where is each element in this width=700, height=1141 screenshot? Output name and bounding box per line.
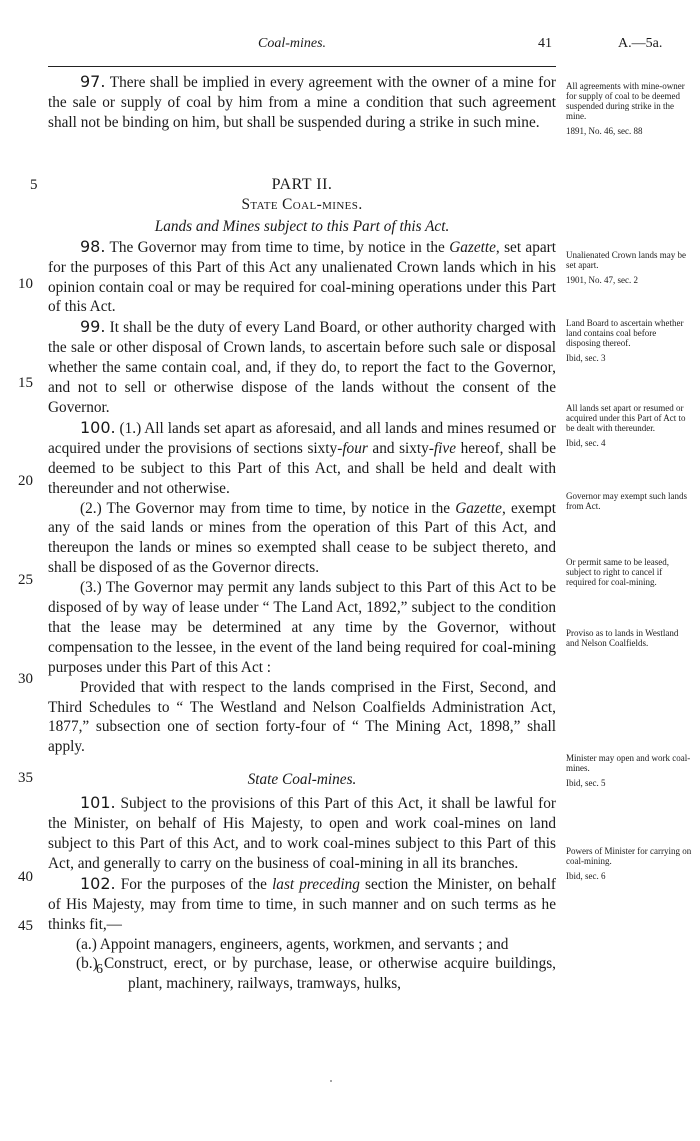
margin-note-100-proviso	[566, 628, 692, 648]
part-subtitle: State Coal-mines.	[241, 195, 363, 213]
margin-note-ref: 1901, No. 47, sec. 2	[566, 275, 638, 285]
margin-note-98	[566, 250, 692, 285]
margin-note-text: All lands set apart or resumed or acquired under this Part of Act to be dealt with thereunder.	[566, 403, 686, 433]
margin-note-97	[566, 81, 692, 136]
margin-note-100-2	[566, 491, 692, 511]
line-number: 20	[18, 473, 33, 489]
part-title: PART II.	[271, 176, 333, 193]
section-number: 99.	[80, 317, 106, 337]
margin-note-text: Proviso as to lands in Westland and Nelson Coalfields.	[566, 628, 679, 648]
italic-phrase: last preceding	[272, 875, 360, 893]
line-number: 5	[30, 177, 38, 193]
item-label: (b.)	[76, 955, 98, 973]
section-98	[48, 237, 556, 318]
section-text: , set apart for the purposes of this Part of this Act any unalienated Crown lands which in his opinion contain coal or may be required for coal-mining operations under this Part of this Act.	[48, 238, 557, 316]
running-head-title: Coal-mines.	[258, 36, 327, 51]
gazette-italic: Gazette	[455, 499, 502, 517]
line-number: 45	[18, 918, 33, 934]
heading-state-coal-mines: State Coal-mines.	[247, 771, 357, 789]
section-100-1	[48, 418, 556, 499]
italic-word: five	[433, 439, 457, 457]
line-number: 10	[18, 276, 33, 292]
italic-word: four	[342, 439, 368, 457]
section-text: It shall be the duty of every Land Board, or other authority charged with the sale or other disposal of Crown lands, to ascertain before such sale or disposal whether the same contain coal, and, if they do, to report the fact to the Governor, and not to sell or otherwise dispose of the lands without the consent of the Governor.	[48, 319, 556, 416]
section-text: Subject to the provisions of this Part of this Act, it shall be lawful for the Minister, on behalf of His Majesty, to open and work coal-mines on land subject to this Part of this Act, and to work coal-mines subject to this Part of this Act, and generally to carry on the business of coal-mining in all its branches.	[48, 795, 557, 872]
header-rule	[48, 66, 556, 67]
margin-note-100-1	[566, 403, 692, 448]
margin-note-ref: Ibid, sec. 6	[566, 871, 606, 881]
section-text: There shall be implied in every agreement with the owner of a mine for the sale or supply of coal by him from a mine a condition that such agreement shall not be binding on him, but shall be suspended during a strike in such mine.	[48, 74, 556, 131]
section-99	[48, 317, 556, 418]
section-100-proviso: Provided that with respect to the lands comprised in the First, Second, and Third Schedules to “ The Westland and Nelson Coalfields Administration Act, 1877,” subsection one of section forty-four of “ The Mining Act, 1898,” shall apply.	[48, 678, 556, 756]
section-102	[48, 874, 556, 935]
part-heading: Lands and Mines subject to this Part of this Act.	[154, 217, 450, 235]
line-number: 35	[18, 770, 33, 786]
line-number: 25	[18, 572, 33, 588]
section-text: hereof, shall be deemed to be subject to this Part of this Act, and shall be held and dealt with thereunder and not otherwise.	[48, 439, 556, 497]
section-97	[48, 72, 556, 133]
margin-note-ref: Ibid, sec. 4	[566, 438, 606, 448]
section-text: and sixty-	[367, 439, 434, 457]
section-102-item-b	[48, 954, 556, 994]
margin-note-text: Powers of Minister for carrying on coal-mining.	[566, 846, 692, 866]
margin-note-ref: 1891, No. 46, sec. 88	[566, 126, 643, 136]
gazette-italic: Gazette	[449, 238, 496, 256]
section-text: (2.) The Governor may from time to time, by notice in the	[80, 499, 456, 517]
section-number: 97.	[80, 72, 106, 91]
section-100-2	[48, 499, 556, 579]
document-reference: A.—5a.	[618, 36, 663, 51]
section-102-item-a	[48, 935, 556, 955]
signature-mark: 6	[96, 962, 103, 977]
print-speck	[330, 1080, 332, 1082]
section-97-block	[48, 72, 556, 133]
line-number: 30	[18, 671, 33, 687]
margin-note-ref: Ibid, sec. 5	[566, 778, 606, 788]
margin-note-text: Governor may exempt such lands from Act.	[566, 491, 687, 511]
part-two-block	[48, 175, 556, 994]
margin-note-text: Unalienated Crown lands may be set apart.	[566, 250, 686, 270]
margin-note-text: All agreements with mine-owner for supply of coal to be deemed suspended during strike in the mine.	[566, 81, 685, 121]
section-number: 102.	[80, 873, 116, 893]
margin-note-99	[566, 318, 692, 363]
item-label: (a.)	[76, 935, 97, 953]
line-number: 40	[18, 869, 33, 885]
section-number: 100.	[80, 417, 116, 437]
margin-note-text: Minister may open and work coal-mines.	[566, 753, 691, 773]
margin-note-text: Land Board to ascertain whether land contains coal before disposing thereof.	[566, 318, 684, 348]
section-number: 101.	[80, 793, 116, 813]
section-101	[48, 793, 556, 874]
section-text: (1.) All lands set apart as aforesaid, and all lands and mines resumed or acquired under the provisions of sections sixty-	[48, 419, 556, 457]
section-number: 98.	[80, 236, 106, 256]
section-text: , exempt any of the said lands or mines from the operation of this Part of this Act, and thereupon the lands or mines so exempted shall cease to be subject thereto, and shall be disposed of as the Governor directs.	[48, 499, 556, 577]
section-text: section the Minister, on behalf of His Majesty, may from time to time, in such manner and on such terms as he thinks fit,—	[48, 875, 557, 933]
section-100-3: (3.) The Governor may permit any lands subject to this Part of this Act to be disposed of by way of lease under “ The Land Act, 1892,” subject to the condition that the lease may be determined at any time by the Governor, without compensation to the lessee, in the event of the land being required for coal-mining purposes under this Part of this Act :	[48, 579, 556, 676]
page-number: 41	[538, 36, 552, 51]
item-text: Construct, erect, or by purchase, lease, or otherwise acquire buildings, plant, machinery, railways, tramways, hulks,	[103, 955, 557, 993]
margin-note-100-3	[566, 557, 692, 587]
margin-note-text: Or permit same to be leased, subject to right to cancel if required for coal-mining.	[566, 557, 669, 587]
item-text: Appoint managers, engineers, agents, workmen, and servants ; and	[99, 935, 509, 953]
margin-note-ref: Ibid, sec. 3	[566, 353, 606, 363]
margin-note-101	[566, 753, 692, 788]
section-text: For the purposes of the	[120, 875, 273, 893]
section-text: The Governor may from time to time, by notice in the	[109, 238, 445, 256]
line-number: 15	[18, 375, 33, 391]
margin-note-102	[566, 846, 692, 881]
